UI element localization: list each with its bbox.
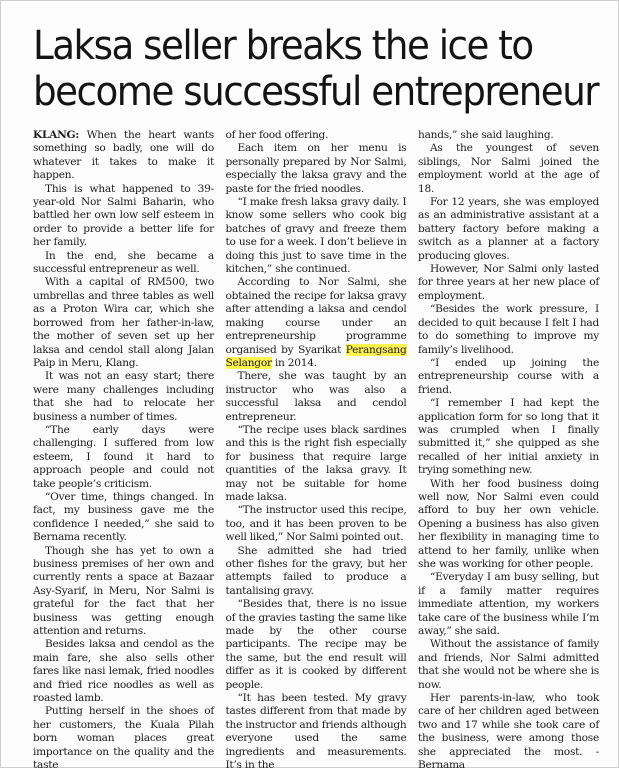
- paragraph: Putting herself in the shoes of her customers, the Kuala Pilah born woman places great importance on the quality and the taste: [33, 705, 214, 772]
- paragraph: Each item on her menu is personally prepared by Nor Salmi, especially the laksa gravy and the paste for the fried noodles.: [225, 142, 407, 195]
- paragraph-with-highlight: [226, 276, 407, 370]
- paragraph: “I ended up joining the entrepreneurship course with a friend.: [418, 356, 599, 396]
- paragraph: As the youngest of seven siblings, Nor Salmi joined the employment world at the age of 18.: [418, 142, 599, 195]
- paragraph: “It has been tested. My gravy tastes different from that made by the instructor and friends although everyone used the same ingredients and measurements. It’s in the: [225, 692, 407, 772]
- paragraph: Besides laksa and cendol as the main fare, she also sells other fares like nasi lemak, fried noodles and fried rice noodles as well as roasted lamb.: [33, 638, 214, 705]
- paragraph: “Besides the work pressure, I decided to quit because I felt I had to do something to improve my family’s livelihood.: [418, 303, 599, 356]
- article-column-1: [33, 129, 214, 772]
- article-body: [33, 129, 599, 772]
- paragraph: With a capital of RM500, two umbrellas and three tables as well as a Proton Wira car, which she borrowed from her father-in-law, the mother of seven set up her laksa and cendol stall along Jalan Paip in Meru, Klang.: [33, 276, 214, 369]
- paragraph: “The early days were challenging. I suffered from low esteem, I found it hard to approach people and could not take people’s criticism.: [33, 423, 214, 490]
- paragraph-continued: hands,” she said laughing.: [418, 129, 554, 141]
- paragraph-text: in 2014.: [271, 356, 317, 369]
- lead-paragraph: [33, 129, 214, 183]
- paragraph: For 12 years, she was employed as an administrative assistant at a battery factory before making a switch as a planner at a factory producing gloves.: [418, 196, 599, 262]
- paragraph: In the end, she became a successful entrepreneur as well.: [33, 249, 214, 276]
- paragraph: There, she was taught by an instructor who was also a successful laksa and cendol entrepreneur.: [225, 370, 407, 423]
- paragraph: Her parents-in-law, who took care of her children aged between two and 17 while she took care of the business, were among those she appreciated the most. - Bernama: [418, 692, 599, 772]
- paragraph: She admitted she had tried other fishes for the gravy, but her attempts failed to produce a tantalising gravy.: [225, 544, 407, 597]
- paragraph: With her food business doing well now, Nor Salmi even could afford to buy her own vehicle. Opening a business has also given her flexibility in managing time to attend to her family, unlike when she was working for other people.: [418, 477, 599, 570]
- paragraph: Without the assistance of family and friends, Nor Salmi admitted that she would not be where she is now.: [418, 638, 599, 691]
- article-column-3: [418, 129, 599, 772]
- paragraph: This is what happened to 39-year-old Nor Salmi Baharin, who battled her own low self esteem in order to provide a better life for her family.: [33, 182, 214, 249]
- paragraph-text: When the heart wants something so badly, one will do whatever it takes to make it happen.: [33, 129, 214, 182]
- paragraph: “The instructor used this recipe, too, and it has been proven to be well liked,” Nor Salmi pointed out.: [225, 504, 407, 544]
- paragraph: “Besides that, there is no issue of the gravies tasting the same like made by the other course participants. The recipe may be the same, but the end result will differ as it is cooked by different people.: [225, 598, 407, 691]
- paragraph: “Everyday I am busy selling, but if a family matter requires immediate attention, my workers take care of the business while I’m away,” she said.: [418, 571, 599, 638]
- headline: [33, 23, 599, 115]
- headline-line-2: become successful entrepreneur: [33, 69, 599, 115]
- paragraph: “Over time, things changed. In fact, my business gave me the confidence I needed,” she said to Bernama recently.: [33, 490, 214, 544]
- paragraph: “I make fresh laksa gravy daily. I know some sellers who cook big batches of gravy and freeze them to use for a week. I don’t believe in doing this just to save time in the kitchen,” she continued.: [225, 196, 407, 276]
- paragraph-text: According to Nor Salmi, she obtained the recipe for laksa gravy after attending a laksa and cendol making course under an entrepreneurship programme organised by Syarikat: [225, 276, 407, 356]
- paragraph: It was not an easy start; there were many challenges including that she had to relocate her business a number of times.: [33, 370, 214, 423]
- paragraph: “The recipe uses black sardines and this is the right fish especially for business that require large quantities of the laksa gravy. It may not be suitable for home made laksa.: [225, 423, 407, 503]
- paragraph-continued: of her food offering.: [225, 129, 329, 141]
- dateline: KLANG:: [33, 129, 80, 141]
- paragraph: However, Nor Salmi only lasted for three years at her new place of employment.: [418, 263, 599, 302]
- paragraph: Though she has yet to own a business premises of her own and currently rents a space at Bazaar Asy-Syarif, in Meru, Nor Salmi is grateful for the fact that her business was getting enough attention and returns.: [33, 544, 214, 638]
- headline-line-1: Laksa seller breaks the ice to: [33, 23, 533, 69]
- article-column-2: [225, 129, 407, 772]
- highlighted-text: Perangsang Selangor: [225, 343, 407, 369]
- paragraph: “I remember I had kept the application form for so long that it was crumpled when I finally submitted it,” she quipped as she recalled of her initial anxiety in trying something new.: [418, 397, 599, 477]
